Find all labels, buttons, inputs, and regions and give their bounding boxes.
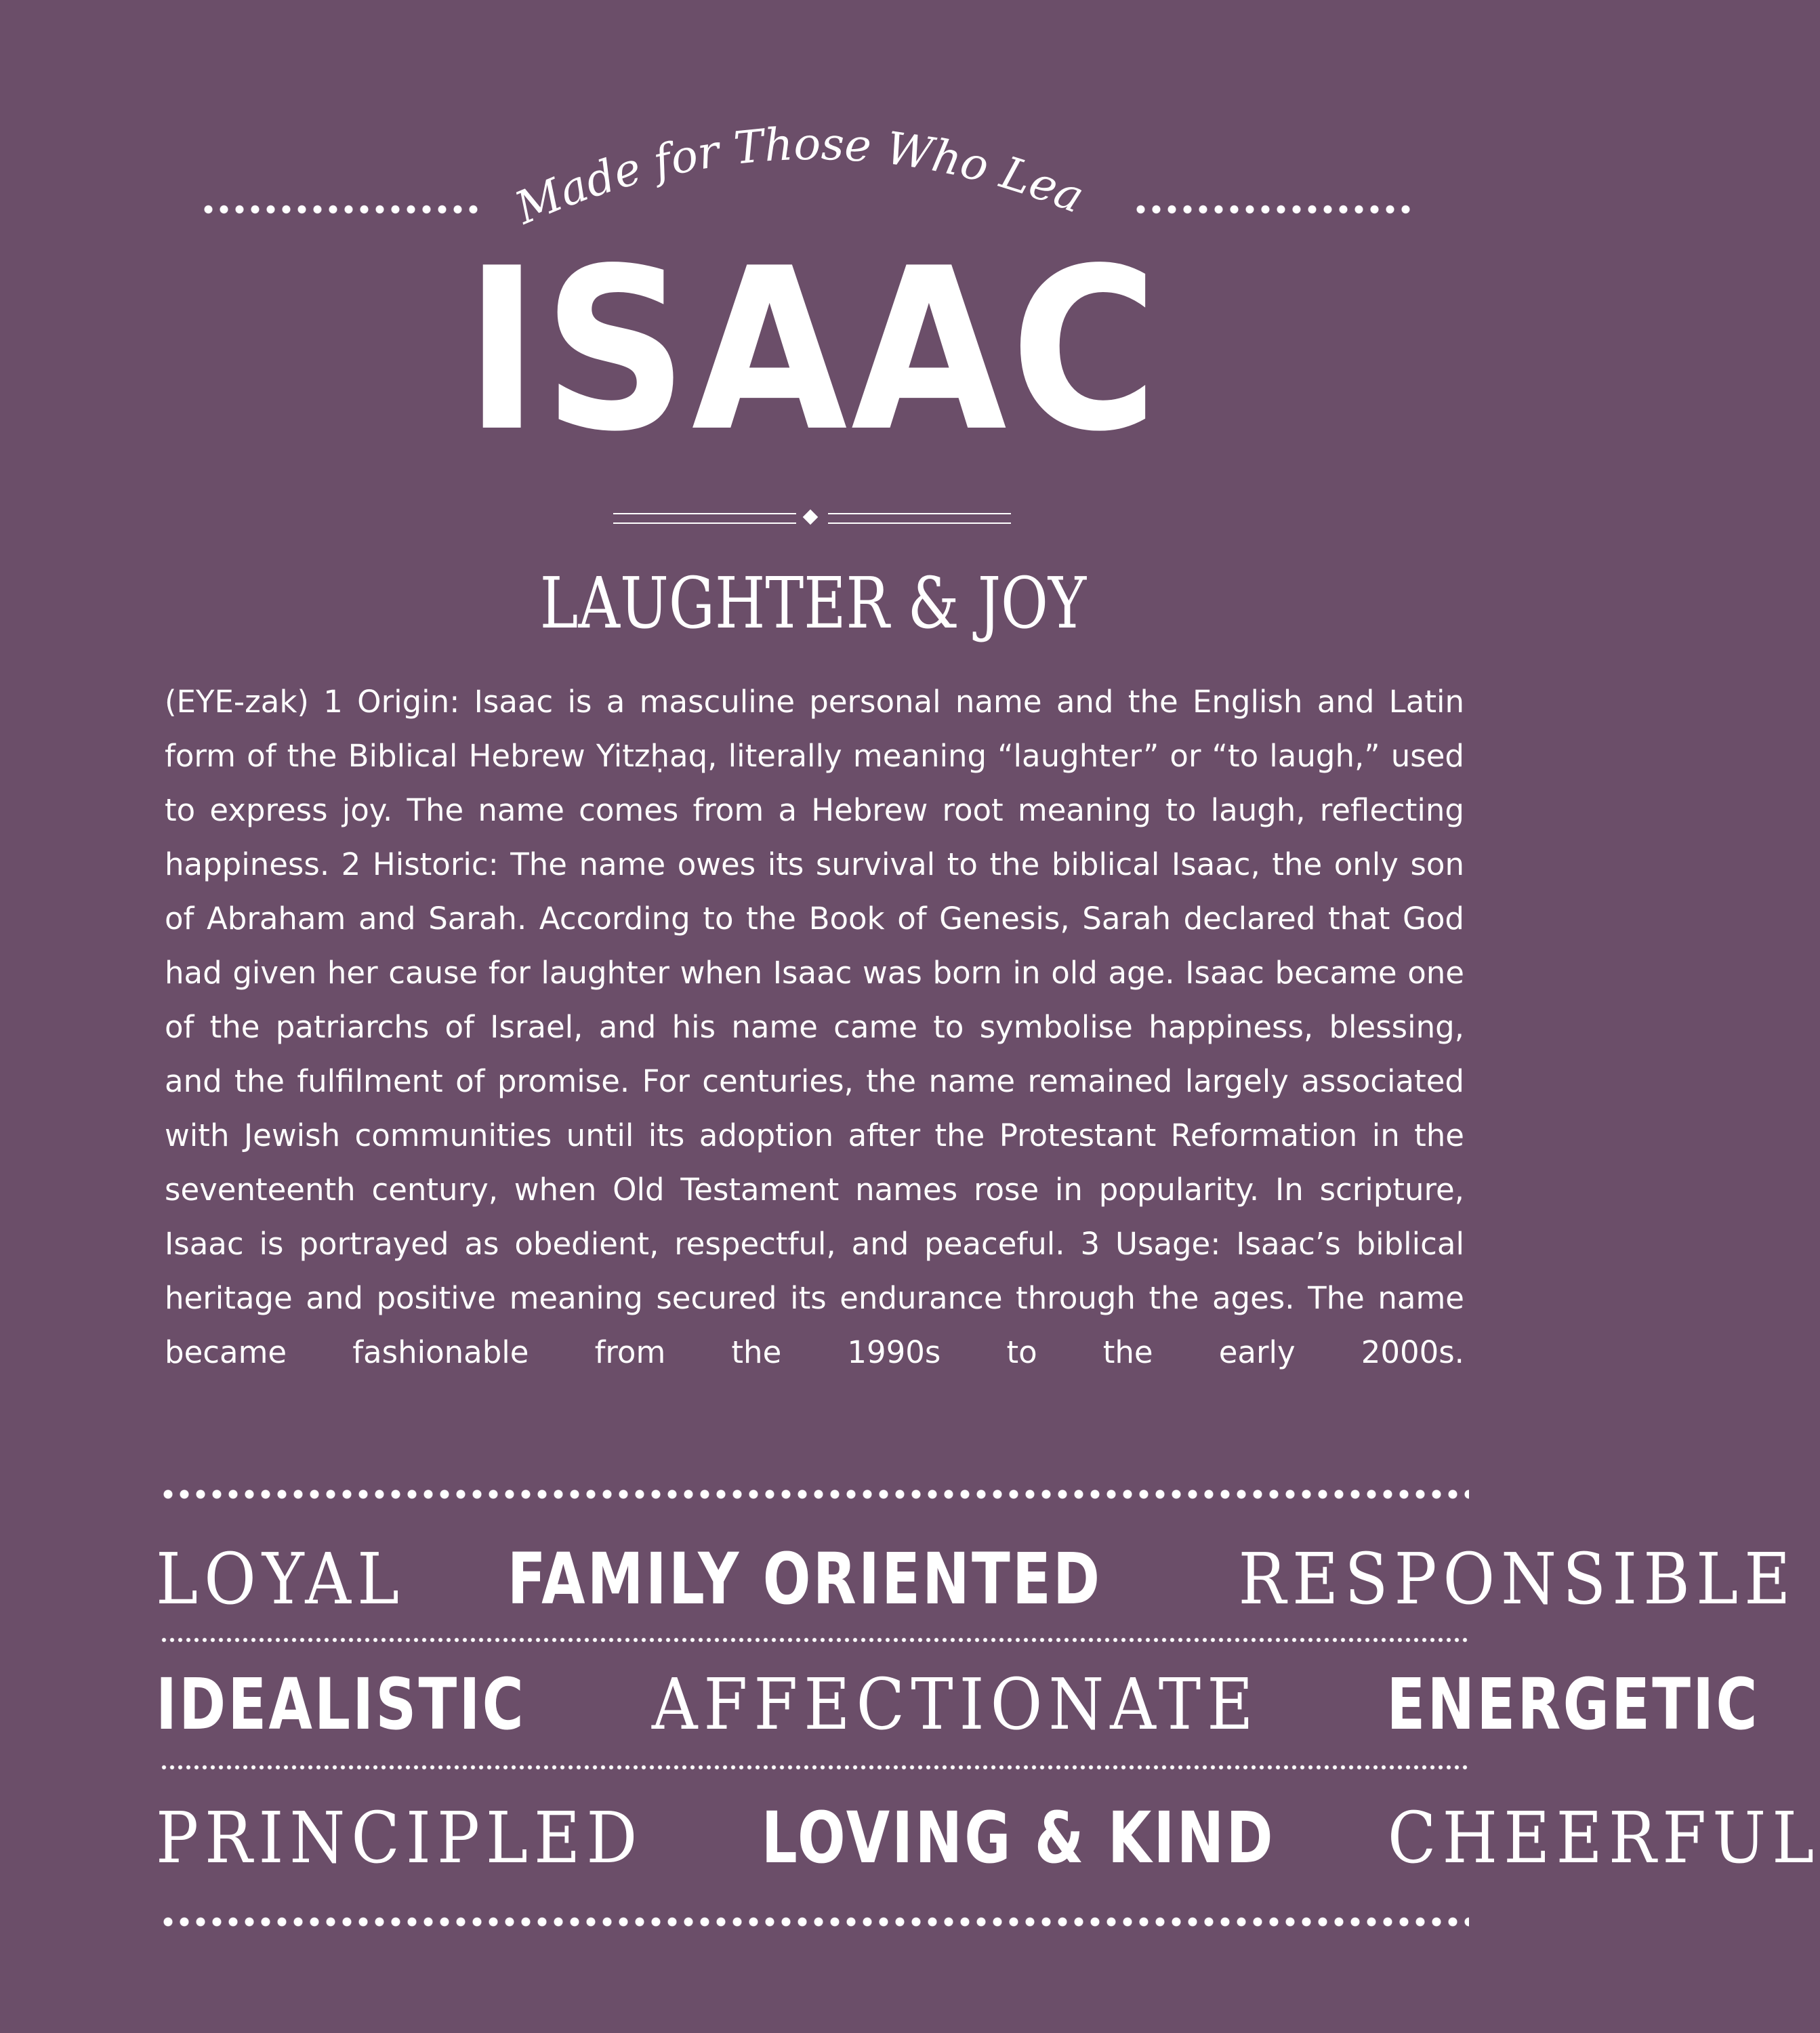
trait: FAMILY ORIENTED (507, 1538, 1102, 1620)
name-meaning: LAUGHTER & JOY (539, 562, 1087, 644)
name-title: ISAAC (464, 220, 1162, 480)
dotted-separator-small-2 (160, 1765, 1469, 1770)
tagline-dots-right (1133, 203, 1411, 215)
divider-right (828, 513, 1011, 524)
divider-left (613, 513, 796, 524)
dotted-separator-bottom (160, 1915, 1469, 1929)
trait: RESPONSIBLE (1238, 1538, 1797, 1620)
divider-diamond-icon (803, 510, 819, 525)
trait: ENERGETIC (1386, 1663, 1760, 1746)
svg-text:Made for Those Who Lead (501, 74, 1091, 234)
tagline-arc (500, 74, 1111, 235)
trait: LOVING & KIND (762, 1796, 1276, 1879)
trait: AFFECTIONATE (652, 1663, 1260, 1746)
trait: IDEALISTIC (156, 1663, 526, 1746)
trait: CHEERFUL (1387, 1796, 1820, 1879)
traits-row-2 (156, 1663, 1760, 1746)
tagline-text: Made for Those Who Lead (500, 74, 1092, 235)
tagline-dots-left (201, 203, 478, 215)
dotted-separator-top (160, 1487, 1469, 1501)
name-description: (EYE-zak) 1 Origin: Isaac is a masculine personal name and the English and Latin form of the Biblical Hebrew Yitzḥaq, literally meaning “laughter” or “to laugh,” used to express joy. The name comes from a Hebrew root meaning to laugh, reflecting happiness. 2 Historic: The name owes its survival to the biblical Isaac, the only son of Abraham and Sarah. According to the Book of Genesis, Sarah declared that God had given her cause for laughter when Isaac was born in old age. Isaac became one of the patriarchs of Israel, and his name came to symbolise happiness, blessing, and the fulfilment of promise. For centuries, the name remained largely associated with Jewish communities until its adoption after the Protestant Reformation in the seventeenth century, when Old Testament names rose in popularity. In scripture, Isaac is portrayed as obedient, respectful, and peaceful. 3 Usage: Isaac’s biblical heritage and positive meaning secured its endurance through the ages. The name became fashionable from the 1990s to the early 2000s. (165, 684, 1464, 1370)
trait: PRINCIPLED (156, 1796, 644, 1879)
traits-row-1 (156, 1538, 1797, 1620)
trait: LOYAL (156, 1538, 406, 1620)
traits-row-3 (156, 1796, 1820, 1879)
tagline-row (0, 74, 1626, 235)
dotted-separator-small-1 (160, 1637, 1469, 1643)
